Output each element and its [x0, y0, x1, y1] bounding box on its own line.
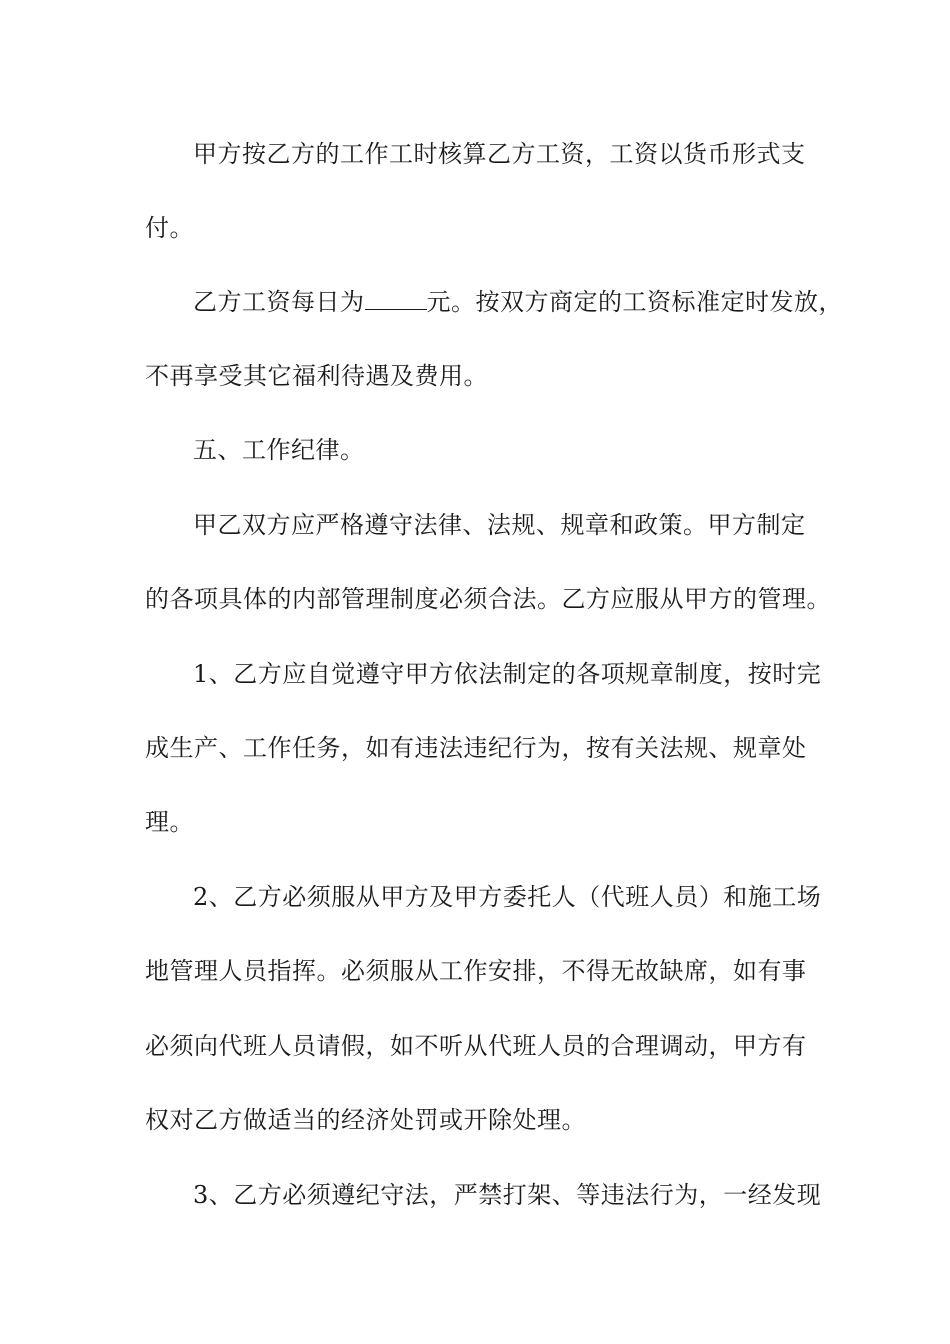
wage-suffix: 元。按双方商定的工资标准定时发放， — [426, 288, 843, 316]
paragraph-line: 不再享受其它福利待遇及费用。 — [145, 362, 488, 390]
section-heading: 五、工作纪律。 — [193, 436, 365, 464]
list-item-2-line: 2、乙方必须服从甲方及甲方委托人（代班人员）和施工场 — [193, 883, 822, 911]
paragraph-line: 付。 — [145, 214, 194, 242]
list-item-2-line: 地管理人员指挥。必须服从工作安排，不得无故缺席，如有事 — [145, 957, 807, 985]
wage-label: 乙方工资每日为 — [193, 288, 365, 316]
list-item-2-line: 权对乙方做适当的经济处罚或开除处理。 — [145, 1106, 586, 1134]
list-item-1-line: 成生产、工作任务，如有违法违纪行为，按有关法规、规章处 — [145, 734, 807, 762]
list-item-3-line: 3、乙方必须遵纪守法，严禁打架、等违法行为，一经发现 — [193, 1181, 822, 1209]
wage-blank — [365, 289, 427, 310]
paragraph-line: 的各项具体的内部管理制度必须合法。乙方应服从甲方的管理。 — [145, 585, 831, 613]
list-item-2-line: 必须向代班人员请假，如不听从代班人员的合理调动，甲方有 — [145, 1032, 807, 1060]
paragraph-line: 甲方按乙方的工作工时核算乙方工资，工资以货币形式支 — [193, 140, 806, 168]
paragraph-line — [193, 287, 873, 317]
list-item-1-line: 理。 — [145, 808, 194, 836]
list-item-1-line: 1、乙方应自觉遵守甲方依法制定的各项规章制度，按时完 — [193, 660, 822, 688]
paragraph-line: 甲乙双方应严格遵守法律、法规、规章和政策。甲方制定 — [193, 511, 806, 539]
